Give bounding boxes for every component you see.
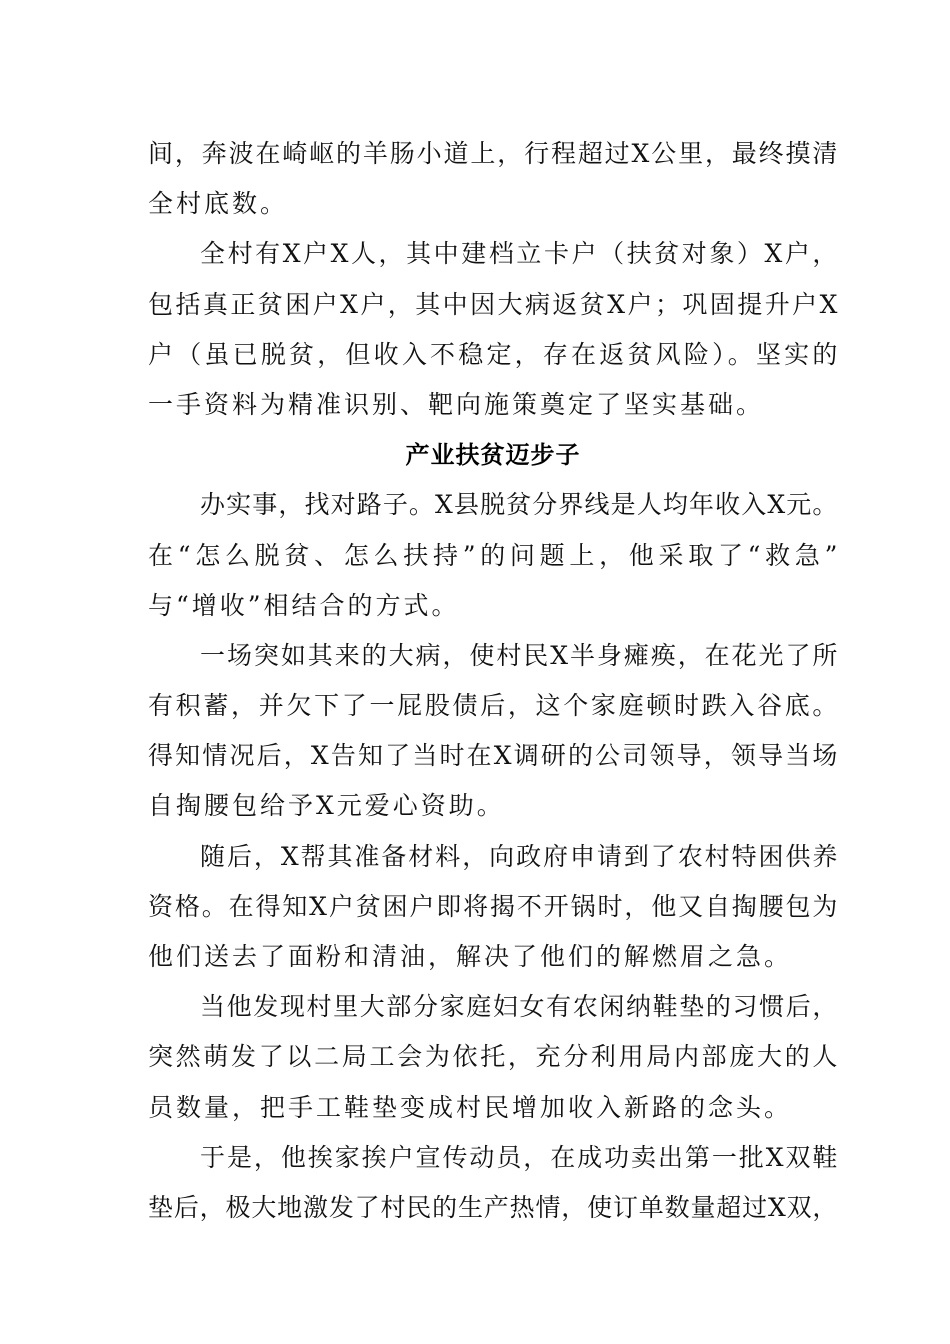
paragraph-2-line-4: 一手资料为精准识别、靶向施策奠定了坚实基础。 bbox=[148, 389, 765, 419]
paragraph-6-line-3: 员数量，把手工鞋垫变成村民增加收入新路的念头。 bbox=[148, 1092, 793, 1122]
document-body bbox=[148, 129, 838, 1233]
paragraph-6-line-2: 突然萌发了以二局工会为依托，充分利用局内部庞大的人 bbox=[148, 1042, 838, 1072]
paragraph-4-line-1: 一场突如其来的大病，使村民X半身瘫痪，在花光了所 bbox=[200, 640, 838, 670]
paragraph-4-line-2: 有积蓄，并欠下了一屁股债后，这个家庭顿时跌入谷底。 bbox=[148, 691, 838, 721]
paragraph-5-line-3: 他们送去了面粉和清油，解决了他们的解燃眉之急。 bbox=[148, 942, 793, 971]
paragraph-4 bbox=[148, 631, 838, 832]
paragraph-2-line-2: 包括真正贫困户X户，其中因大病返贫X户；巩固提升户X bbox=[148, 289, 838, 319]
paragraph-7-line-2: 垫后，极大地激发了村民的生产热情，使订单数量超过X双， bbox=[148, 1192, 838, 1222]
paragraph-6 bbox=[148, 982, 838, 1133]
paragraph-3-line-2: 在“怎么脱贫、怎么扶持”的问题上，他采取了“救急” bbox=[148, 540, 838, 570]
paragraph-1-line-2: 全村底数。 bbox=[148, 189, 289, 219]
paragraph-5-line-2: 资格。在得知X户贫困户即将揭不开锅时，他又自掏腰包为 bbox=[148, 891, 838, 921]
paragraph-3-line-3: 与“增收”相结合的方式。 bbox=[148, 590, 460, 620]
paragraph-6-line-1: 当他发现村里大部分家庭妇女有农闲纳鞋垫的习惯后， bbox=[200, 992, 838, 1022]
paragraph-1 bbox=[148, 129, 838, 229]
paragraph-3 bbox=[148, 480, 838, 631]
paragraph-2 bbox=[148, 229, 838, 430]
section-heading: 产业扶贫迈步子 bbox=[405, 441, 581, 470]
paragraph-1-line-1: 间，奔波在崎岖的羊肠小道上，行程超过X公里，最终摸清 bbox=[148, 139, 838, 168]
paragraph-4-line-4: 自掏腰包给予X元爱心资助。 bbox=[148, 791, 505, 821]
paragraph-7 bbox=[148, 1133, 838, 1233]
paragraph-5-line-1: 随后，X帮其准备材料，向政府申请到了农村特困供养 bbox=[200, 841, 838, 871]
paragraph-3-line-1: 办实事，找对路子。X县脱贫分界线是人均年收入X元。 bbox=[200, 490, 838, 520]
paragraph-2-line-3: 户（虽已脱贫，但收入不稳定，存在返贫风险）。坚实的 bbox=[148, 339, 838, 369]
paragraph-7-line-1: 于是，他挨家挨户宣传动员，在成功卖出第一批X双鞋 bbox=[200, 1142, 838, 1172]
paragraph-2-line-1: 全村有X户X人，其中建档立卡户（扶贫对象）X户， bbox=[200, 239, 838, 269]
paragraph-5 bbox=[148, 832, 838, 983]
paragraph-4-line-3: 得知情况后，X告知了当时在X调研的公司领导，领导当场 bbox=[148, 741, 838, 771]
